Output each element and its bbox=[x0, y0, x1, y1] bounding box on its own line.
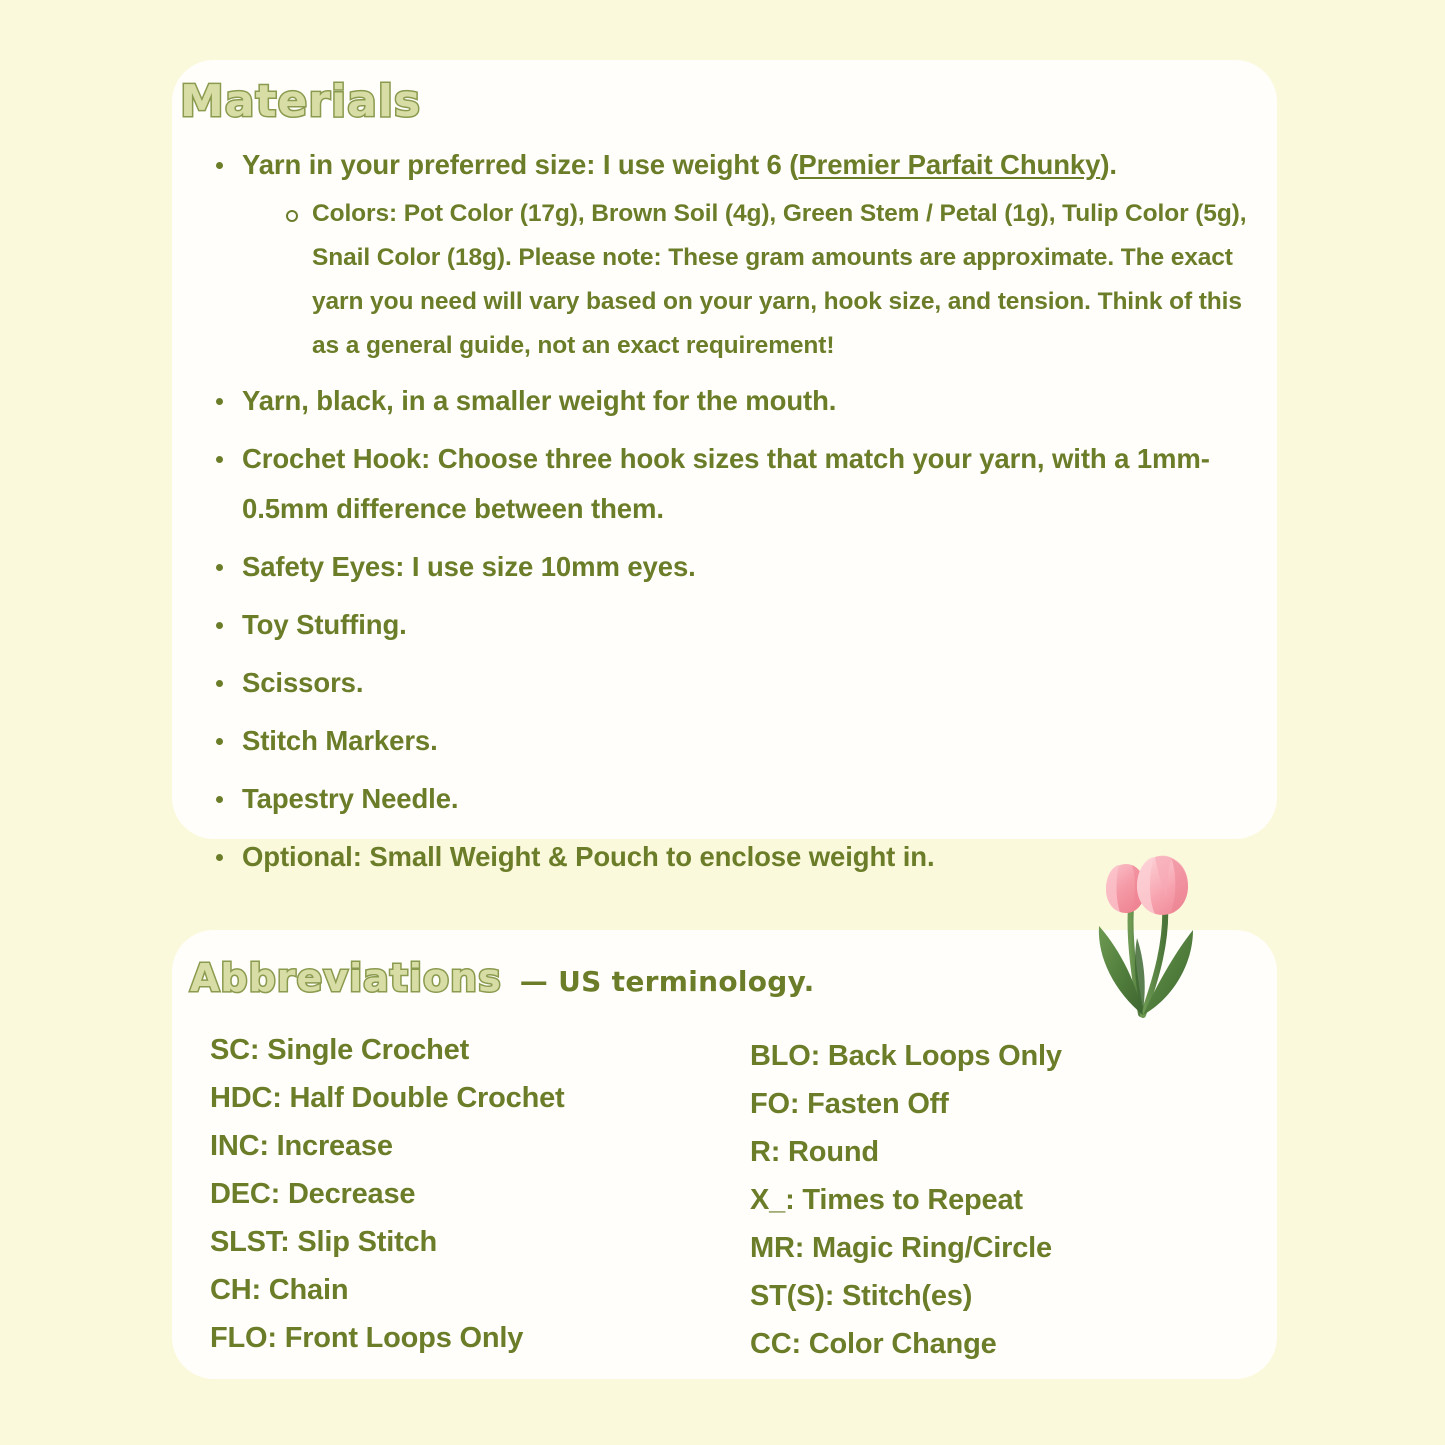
list-item bbox=[200, 140, 1270, 368]
list-item: CC: Color Change bbox=[750, 1328, 997, 1360]
list-item: Optional: Small Weight & Pouch to enclose weight in. bbox=[200, 832, 1270, 882]
list-item: Crochet Hook: Choose three hook sizes that match your yarn, with a 1mm-0.5mm difference between them. bbox=[200, 434, 1270, 534]
list-item: Safety Eyes: I use size 10mm eyes. bbox=[200, 542, 1270, 592]
list-item: SC: Single Crochet bbox=[210, 1034, 470, 1066]
list-item: FO: Fasten Off bbox=[750, 1088, 949, 1120]
materials-heading: Materials bbox=[180, 76, 422, 127]
list-item: Colors: Pot Color (17g), Brown Soil (4g), Green Stem / Petal (1g), Tulip Color (5g), Snail Color (18g). Please note: These gram amounts are approximate. The exact yarn you need will vary based on your yarn, hook size, and tension. Think of this as a general guide, not an exact requirement! bbox=[268, 192, 1270, 368]
list-item: FLO: Front Loops Only bbox=[210, 1322, 524, 1354]
materials-item-0-text-before-link: Yarn in your preferred size: I use weight 6 ( bbox=[242, 149, 799, 180]
abbreviations-header bbox=[190, 958, 815, 1000]
abbreviations-columns bbox=[210, 1026, 1230, 1368]
tulip-flowers-icon bbox=[1085, 852, 1210, 1027]
list-item: Tapestry Needle. bbox=[200, 774, 1270, 824]
list-item: HDC: Half Double Crochet bbox=[210, 1082, 565, 1114]
list-item: CH: Chain bbox=[210, 1274, 349, 1306]
list-item: Yarn, black, in a smaller weight for the mouth. bbox=[200, 376, 1270, 426]
premier-parfait-chunky-link[interactable]: Premier Parfait Chunky bbox=[798, 149, 1101, 180]
list-item: MR: Magic Ring/Circle bbox=[750, 1232, 1052, 1264]
list-item: Toy Stuffing. bbox=[200, 600, 1270, 650]
list-item: SLST: Slip Stitch bbox=[210, 1226, 437, 1258]
list-item: Scissors. bbox=[200, 658, 1270, 708]
list-item: ST(S): Stitch(es) bbox=[750, 1280, 973, 1312]
abbreviations-subtitle: — US terminology. bbox=[519, 965, 815, 998]
materials-list bbox=[200, 140, 1270, 890]
materials-item-0-text-after-link: ). bbox=[1100, 149, 1117, 180]
list-item: DEC: Decrease bbox=[210, 1178, 416, 1210]
abbreviations-heading: Abbreviations bbox=[190, 956, 502, 1000]
list-item: X_: Times to Repeat bbox=[750, 1184, 1023, 1216]
list-item: Stitch Markers. bbox=[200, 716, 1270, 766]
list-item: R: Round bbox=[750, 1136, 879, 1168]
abbreviations-right-column bbox=[750, 1026, 1230, 1368]
materials-sub-list bbox=[242, 192, 1270, 368]
abbreviations-left-column bbox=[210, 1026, 690, 1368]
list-item: INC: Increase bbox=[210, 1130, 393, 1162]
list-item: BLO: Back Loops Only bbox=[750, 1040, 1062, 1072]
